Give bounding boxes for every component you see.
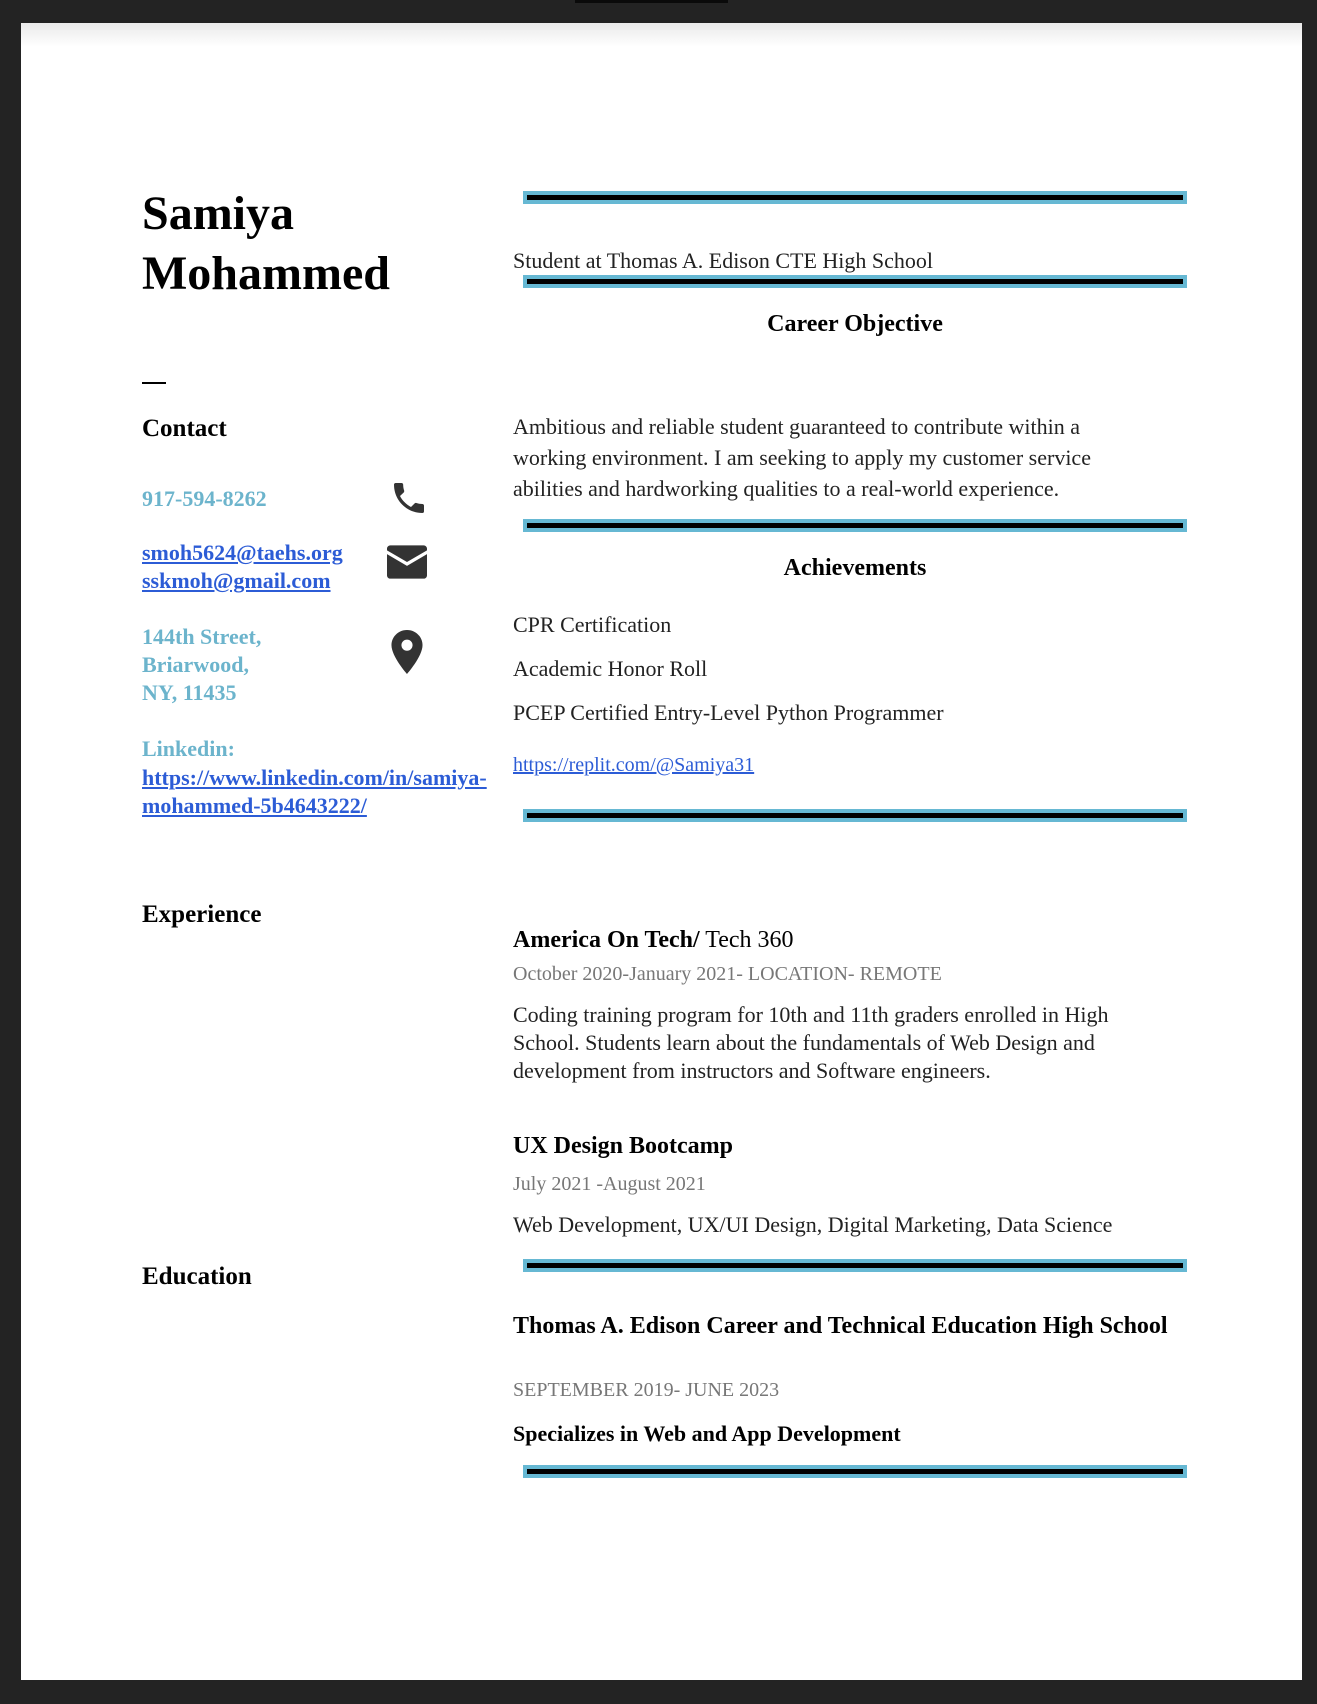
page-shadow	[21, 23, 1302, 47]
school-name: Thomas A. Edison Career and Technical Education High School	[513, 1313, 1168, 1339]
career-objective-heading: Career Objective	[767, 311, 943, 337]
section-rule	[523, 1259, 1187, 1272]
resume-name	[142, 184, 390, 304]
job-description: Coding training program for 10th and 11th graders enrolled in High School. Students learn about the fundamentals of Web Design and development from instructors and Software engineers.	[513, 1002, 1109, 1083]
achievement-item: CPR Certification	[513, 612, 672, 637]
job-org: America On Tech/	[513, 927, 700, 953]
section-rule	[523, 1465, 1187, 1478]
education-heading: Education	[142, 1263, 252, 1290]
achievement-item: Academic Honor Roll	[513, 656, 708, 681]
headline: Student at Thomas A. Edison CTE High School	[513, 248, 934, 273]
career-objective-text: Ambitious and reliable student guaranteed to contribute within a working environment. I am seeking to apply my customer service abilities and hardworking qualities to a real-world experience.	[513, 414, 1091, 501]
address-line-3: NY, 11435	[142, 680, 237, 705]
job-title	[513, 927, 794, 954]
job-title: UX Design Bootcamp	[513, 1133, 733, 1159]
contact-heading: Contact	[142, 415, 227, 442]
education-specialization: Specializes in Web and App Development	[513, 1421, 901, 1446]
name-last: Mohammed	[142, 247, 390, 300]
job-dates: July 2021 -August 2021	[513, 1173, 706, 1195]
name-first: Samiya	[142, 187, 295, 240]
email-block	[142, 539, 343, 595]
divider-dash	[142, 382, 166, 384]
section-rule	[523, 191, 1187, 204]
window-top-notch	[575, 0, 728, 3]
achievement-item: PCEP Certified Entry-Level Python Programmer	[513, 700, 944, 725]
section-rule	[523, 519, 1187, 532]
job-dates: October 2020-January 2021- LOCATION- REMOTE	[513, 963, 942, 985]
replit-link[interactable]: https://replit.com/@Samiya31	[513, 754, 755, 776]
mail-icon	[387, 542, 427, 582]
resume-page	[21, 23, 1302, 1680]
phone-number: 917-594-8262	[142, 486, 267, 511]
section-rule	[523, 275, 1187, 288]
job-role: Tech 360	[699, 927, 794, 953]
phone-icon	[389, 478, 429, 518]
linkedin-link[interactable]: https://www.linkedin.com/in/samiya-mohammed-5b4643222/	[142, 765, 487, 818]
job-description: Web Development, UX/UI Design, Digital Marketing, Data Science	[513, 1212, 1113, 1237]
email-link-2[interactable]: sskmoh@gmail.com	[142, 568, 331, 593]
address-block	[142, 623, 261, 707]
experience-heading: Experience	[142, 901, 262, 928]
address-line-1: 144th Street,	[142, 624, 262, 649]
achievements-heading: Achievements	[783, 555, 927, 581]
address-line-2: Briarwood,	[142, 652, 249, 677]
email-link-1[interactable]: smoh5624@taehs.org	[142, 540, 343, 565]
education-dates: SEPTEMBER 2019- JUNE 2023	[513, 1379, 780, 1401]
location-pin-icon	[391, 630, 423, 674]
section-rule	[523, 809, 1187, 822]
linkedin-label: Linkedin:	[142, 736, 235, 761]
